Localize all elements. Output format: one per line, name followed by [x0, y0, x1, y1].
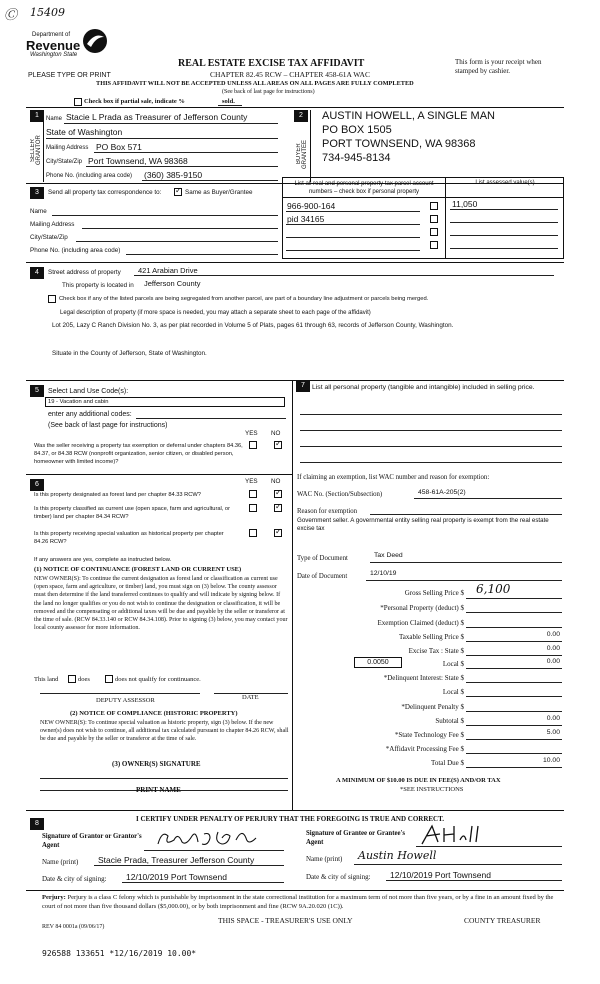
partial-percent-field[interactable]: [218, 105, 242, 106]
logo-line3: Washington State: [30, 52, 78, 58]
land-use-value: 19 - Vacation and cabin: [48, 399, 109, 405]
does-not-checkbox[interactable]: [105, 675, 113, 683]
street-address[interactable]: 421 Arabian Drive: [138, 266, 198, 275]
s1-phone-rule: [142, 180, 278, 181]
this-land-label: This land: [34, 676, 59, 683]
grantor-signature-label: Signature of Grantor or Grantor's Agent: [42, 833, 142, 849]
deputy-assessor-field[interactable]: [40, 693, 200, 694]
seller-name[interactable]: Stacie L Prada as Treasurer of Jefferson County: [66, 112, 248, 122]
taxable-price[interactable]: 0.00: [546, 631, 560, 638]
section-6-number: 6: [30, 479, 44, 491]
parcel-2[interactable]: pid 34165: [287, 214, 325, 224]
total-due-label: Total Due $: [431, 759, 464, 767]
exemption-claim-label: If claiming an exemption, list WAC number and reason for exemption:: [297, 474, 490, 481]
grantee-signature: [418, 822, 498, 848]
forest-yes-checkbox[interactable]: [249, 490, 257, 498]
s3-mail-field[interactable]: [82, 228, 278, 229]
form-title: REAL ESTATE EXCISE TAX AFFIDAVIT: [178, 58, 365, 69]
handwritten-number: 15409: [30, 6, 65, 19]
treasurer-stamp: 926588 133651 *12/16/2019 10.00*: [42, 949, 197, 958]
s1-city-rule: [86, 166, 278, 167]
s1-mail-label: Mailing Address: [46, 145, 89, 151]
same-as-buyer-label: Same as Buyer/Grantee: [185, 189, 253, 196]
s3-phone-field[interactable]: [126, 254, 278, 255]
legal-situate[interactable]: Situate in the County of Jefferson, State of Washington.: [52, 350, 207, 357]
wac-label: WAC No. (Section/Subsection): [297, 491, 383, 498]
perjury-notice: [42, 893, 566, 911]
personal-property-line2[interactable]: [300, 430, 562, 431]
buyer-grantee-label: BUYER GRANTEE: [296, 139, 308, 169]
assessed-1[interactable]: 11,050: [452, 199, 478, 209]
section-3-number: 3: [30, 187, 44, 199]
does-checkbox[interactable]: [68, 675, 76, 683]
excise-local-label: Local $: [442, 660, 464, 668]
form-warning: THIS AFFIDAVIT WILL NOT BE ACCEPTED UNLESS ALL AREAS ON ALL PAGES ARE FULLY COMPLETED: [96, 80, 414, 87]
s3-name-field[interactable]: [52, 215, 278, 216]
s5-no-header: NO: [271, 430, 281, 437]
grantor-signature: [152, 826, 268, 852]
minimum-fee-note: A MINIMUM OF $10.00 IS DUE IN FEE(S) AND/OR TAX: [336, 777, 501, 784]
doc-type-rule: [370, 562, 562, 563]
form-chapter: CHAPTER 82.45 RCW – CHAPTER 458-61A WAC: [210, 70, 370, 79]
doc-date-label: Date of Document: [297, 573, 348, 580]
excise-state-label: Excise Tax : State $: [408, 647, 464, 655]
same-as-buyer-checkbox[interactable]: [174, 188, 182, 196]
grantor-name-label: Name (print): [42, 858, 79, 866]
certify-statement: I CERTIFY UNDER PENALTY OF PERJURY THAT THE FOREGOING IS TRUE AND CORRECT.: [136, 815, 445, 823]
exemption-no-checkbox[interactable]: [274, 441, 282, 449]
see-instructions: *SEE INSTRUCTIONS: [400, 786, 464, 793]
delinquent-penalty-field[interactable]: [466, 711, 562, 712]
partial-sale-checkbox[interactable]: [74, 98, 82, 106]
seller-grantor-label: SELLER GRANTOR: [30, 135, 42, 165]
delinquent-interest-label: *Delinquent Interest: State $: [383, 674, 464, 682]
does-label: does: [78, 676, 90, 683]
logo-line2: Revenue: [26, 38, 81, 53]
section-5-number: 5: [30, 385, 44, 397]
grantee-date-city[interactable]: 12/10/2019 Port Townsend: [390, 870, 491, 880]
doc-type[interactable]: Tax Deed: [374, 552, 403, 559]
s1-phone-label: Phone No. (including area code): [46, 173, 133, 179]
located-label: This property is located in: [62, 282, 134, 289]
s5-see-back: (See back of last page for instructions): [48, 422, 168, 429]
subtotal[interactable]: 0.00: [546, 715, 560, 722]
print-name-label: PRINT NAME: [136, 786, 181, 794]
personal-deduct-field[interactable]: [466, 612, 562, 613]
additional-codes-label: enter any additional codes:: [48, 411, 132, 418]
local-rate-box[interactable]: 0.0050: [354, 657, 402, 668]
buyer-line2[interactable]: PO BOX 1505: [322, 124, 392, 136]
owner-signature-field[interactable]: [40, 778, 288, 779]
assessed-header: List assessed value(s): [475, 180, 535, 186]
parcel-3-personal-checkbox[interactable]: [430, 228, 438, 236]
reason-text[interactable]: Government seller. A governmental entity selling real property is exempt from the real estate excise tax: [297, 517, 549, 532]
seller-city[interactable]: Port Townsend, WA 98368: [88, 156, 188, 166]
s6-yes-header: YES: [245, 478, 258, 485]
segregated-checkbox[interactable]: [48, 295, 56, 303]
tech-fee[interactable]: 5.00: [546, 729, 560, 736]
personal-property-line3[interactable]: [300, 446, 562, 447]
delinquent-interest-field[interactable]: [466, 682, 562, 683]
buyer-line3[interactable]: PORT TOWNSEND, WA 98368: [322, 138, 476, 150]
exemption-yes-checkbox[interactable]: [249, 441, 257, 449]
street-rule: [134, 275, 554, 276]
assessed-4-field[interactable]: [450, 248, 558, 249]
legal-description[interactable]: Lot 205, Lazy C Ranch Division No. 3, as per plat recorded in Volume 5 of Plats, pages 61 through 63, records of Jefferson County, Washington.: [52, 322, 454, 329]
tech-fee-rule: [466, 739, 562, 740]
notice-continuance-title: (1) NOTICE OF CONTINUANCE (FOREST LAND OR CURRENT USE): [34, 566, 242, 573]
logo-line1: Department of: [32, 32, 71, 38]
reason-label: Reason for exemption: [297, 508, 358, 515]
doc-date-rule: [366, 580, 562, 581]
assessed-2-rule: [450, 222, 558, 223]
taxable-rule: [466, 641, 562, 642]
grantor-date-label: Date & city of signing:: [42, 875, 107, 883]
section-8-number: 8: [30, 818, 44, 830]
footer-rule: [26, 890, 564, 891]
street-label: Street address of property: [48, 269, 121, 276]
grantee-signature-label: Signature of Grantee or Grantee's Agent: [306, 830, 406, 846]
reason-rule: [370, 514, 562, 515]
total-due[interactable]: 10.00: [542, 757, 560, 764]
parcel-header: List all real and personal property tax parcel account numbers – check box if personal property: [294, 181, 434, 195]
column-divider: [292, 380, 293, 810]
doc-date[interactable]: 12/10/19: [370, 570, 397, 577]
deputy-assessor-label: DEPUTY ASSESSOR: [96, 697, 155, 704]
delinquent-local-field[interactable]: [466, 696, 562, 697]
current-use-no-checkbox[interactable]: [274, 504, 282, 512]
subtotal-rule: [466, 725, 562, 726]
affidavit-fee-label: *Affidavit Processing Fee $: [385, 745, 464, 753]
s1-mail-rule: [94, 152, 278, 153]
forest-no-checkbox[interactable]: [274, 490, 282, 498]
county-treasurer: COUNTY TREASURER: [464, 916, 541, 925]
grantee-date-label: Date & city of signing:: [306, 873, 371, 881]
land-use-label: Select Land Use Code(s):: [48, 388, 129, 395]
circled-c-mark: Ⓒ: [4, 8, 18, 23]
s1-name-rule: [64, 123, 278, 124]
s1-name-label: Name: [46, 116, 63, 122]
delinquent-penalty-label: *Delinquent Penalty $: [401, 703, 464, 711]
exemption-deduct-field[interactable]: [466, 627, 562, 628]
personal-deduct-label: *Personal Property (deduct) $: [380, 604, 464, 612]
s8-top-rule: [26, 810, 564, 811]
legal-label: Legal description of property (if more space is needed, you may attach a separate sheet to each page of the affidavit): [60, 310, 371, 316]
s2-divider: [310, 110, 311, 182]
parcel-1-personal-checkbox[interactable]: [430, 202, 438, 210]
buyer-line4[interactable]: 734-945-8134: [322, 152, 391, 164]
assessed-3-field[interactable]: [450, 235, 558, 236]
grantee-name-rule: [354, 864, 562, 865]
grantor-date-city[interactable]: 12/10/2019 Port Townsend: [126, 872, 227, 882]
delinquent-local-label: Local $: [442, 688, 464, 696]
s3-mail-label: Mailing Address: [30, 221, 75, 228]
section-2-number: 2: [294, 110, 308, 122]
s3-city-field[interactable]: [76, 241, 278, 242]
parcel-4-field[interactable]: [286, 250, 420, 251]
historic-yes-checkbox[interactable]: [249, 529, 257, 537]
gross-price[interactable]: 6,100: [476, 582, 511, 596]
subtotal-label: Subtotal $: [435, 717, 464, 725]
s4-top-rule: [26, 262, 564, 263]
personal-property-line1[interactable]: [300, 414, 562, 415]
s6-no-header: NO: [271, 478, 281, 485]
section-4-number: 4: [30, 267, 44, 279]
personal-property-label: List all personal property (tangible and intangible) included in selling price.: [312, 384, 535, 391]
buyer-line1[interactable]: AUSTIN HOWELL, A SINGLE MAN: [322, 110, 495, 122]
parcel-2-rule: [286, 224, 420, 225]
section-1-number: 1: [30, 110, 44, 122]
s5-top-rule: [26, 380, 564, 381]
if-any-yes: If any answers are yes, complete as instructed below.: [34, 557, 172, 563]
partial-sale-label: Check box if partial sale, indicate %: [84, 98, 185, 105]
land-use-select[interactable]: [45, 397, 285, 407]
grantee-name-label: Name (print): [306, 855, 343, 863]
parcel-col-divider: [445, 177, 446, 259]
affidavit-fee-field[interactable]: [466, 753, 562, 754]
notice-compliance-body: NEW OWNER(S): To continue special valuation as historic property, sign (3) below. If the new owner(s) does not wish to continue, all additional tax calculated pursuant to chapter 84.26 RCW, shall be due and payable by the seller or transferor at the time of sale.: [40, 720, 289, 743]
notice-continuance-body: NEW OWNER(S): To continue the current designation as forest land or classification as current use (open space, farm and agriculture, or timber) land, you must sign on (3) below. The county assessor must then determine if the land transferred continues to qualify and will indicate by signing below. If the land no longer qualifies or you do not wish to continue the designation or classification, it will be removed and the compensating or additional taxes will be due and payable by the seller or transferor at the time of sale. (RCW 84.33.140 or RCW 84.34.108). Prior to signing (3) below, you may contact your local county assessor for more information.: [34, 576, 288, 632]
wac-number[interactable]: 458-61A-205(2): [418, 489, 466, 496]
wac-rule: [414, 498, 562, 499]
treasurer-use-only: THIS SPACE - TREASURER'S USE ONLY: [218, 916, 353, 925]
grantee-name[interactable]: Austin Howell: [358, 849, 437, 862]
q-current-use: Is this property classified as current use (open space, farm and agricultural, or timber) land per chapter 84.34 RCW?: [34, 506, 230, 520]
taxable-label: Taxable Selling Price $: [398, 633, 464, 641]
gross-rule: [466, 598, 562, 599]
parcel-2-personal-checkbox[interactable]: [430, 215, 438, 223]
see-back-note: (See back of last page for instructions): [222, 89, 315, 95]
grantor-date-rule: [122, 882, 284, 883]
dor-swoosh-icon: [82, 28, 108, 54]
s1-name2-rule: [46, 138, 278, 139]
excise-state-rule: [466, 655, 562, 656]
parcel-1-rule: [286, 211, 420, 212]
parcel-4-personal-checkbox[interactable]: [430, 241, 438, 249]
seller-mail[interactable]: PO Box 571: [96, 142, 142, 152]
please-type: PLEASE TYPE OR PRINT: [28, 72, 111, 79]
exemption-deduct-label: Exemption Claimed (deduct) $: [377, 619, 464, 627]
historic-no-checkbox[interactable]: [274, 529, 282, 537]
current-use-yes-checkbox[interactable]: [249, 504, 257, 512]
excise-local[interactable]: 0.00: [546, 658, 560, 665]
doc-type-label: Type of Document: [297, 555, 348, 562]
s6-top-rule: [26, 474, 292, 475]
s3-name-label: Name: [30, 208, 47, 215]
exemption-question: Was the seller receiving a property tax exemption or deferral under chapters 84.36, 84.37, or 84.38 RCW (nonprofit organization, senior citizen, or disabled person, homeowner with limited income)?: [34, 443, 243, 465]
receipt-note: This form is your receipt when stamped by cashier.: [455, 58, 542, 75]
owner-signature-label: (3) OWNER(S) SIGNATURE: [112, 760, 201, 768]
section-7-number: 7: [296, 380, 310, 392]
located-county[interactable]: Jefferson County: [144, 279, 201, 288]
s1-divider: [43, 110, 44, 182]
s1-city-label: City/State/Zip: [46, 159, 83, 165]
does-not-label: does not qualify for continuance.: [115, 676, 201, 683]
s3-phone-label: Phone No. (including area code): [30, 247, 121, 254]
q-historic: Is this property receiving special valuation as historical property per chapter 84.26 RCW?: [34, 531, 224, 545]
q-forest-land: Is this property designated as forest land per chapter 84.33 RCW?: [34, 492, 201, 498]
notice-compliance-title: (2) NOTICE OF COMPLIANCE (HISTORIC PROPERTY): [70, 710, 238, 717]
seller-phone[interactable]: (360) 385-9150: [144, 170, 203, 180]
personal-property-line4[interactable]: [300, 462, 562, 463]
sold-label: sold.: [222, 98, 235, 105]
top-rule: [26, 107, 564, 108]
s3-city-label: City/State/Zip: [30, 234, 68, 241]
parcel-3-field[interactable]: [286, 237, 420, 238]
seller-name-2[interactable]: State of Washington: [46, 127, 123, 137]
tech-fee-label: *State Technology Fee $: [394, 731, 464, 739]
deputy-date-label: DATE: [242, 694, 259, 701]
perjury-label: Perjury:: [42, 894, 66, 901]
total-due-rule: [466, 767, 562, 768]
perjury-text: Perjury is a class C felony which is punishable by imprisonment in the state correctional institution for a maximum term of not more than five years, or by a fine in an amount fixed by the court of not more than five thousand dollars ($5,000.00), or by both imprisonment and fine (RCW 9A.20.020 (1C)).: [42, 894, 554, 910]
grantor-name-rule: [94, 865, 284, 866]
gross-label: Gross Selling Price $: [404, 589, 464, 597]
s5-yes-header: YES: [245, 430, 258, 437]
excise-state[interactable]: 0.00: [546, 645, 560, 652]
additional-codes-field[interactable]: [136, 418, 286, 419]
parcel-1[interactable]: 966-900-164: [287, 201, 336, 211]
excise-local-rule: [466, 668, 562, 669]
send-correspondence-label: Send all property tax correspondence to:: [48, 189, 162, 196]
assessed-1-rule: [450, 209, 558, 210]
form-revision: REV 84 0001a (09/06/17): [42, 924, 105, 930]
grantor-name[interactable]: Stacie Prada, Treasurer Jefferson County: [98, 855, 255, 865]
grantee-date-rule: [386, 880, 562, 881]
segregated-label: Check box if any of the listed parcels are being segregated from another parcel, are part of a boundary line adjustment or parcels being merged.: [59, 296, 429, 302]
parcel-header-rule: [282, 197, 564, 198]
